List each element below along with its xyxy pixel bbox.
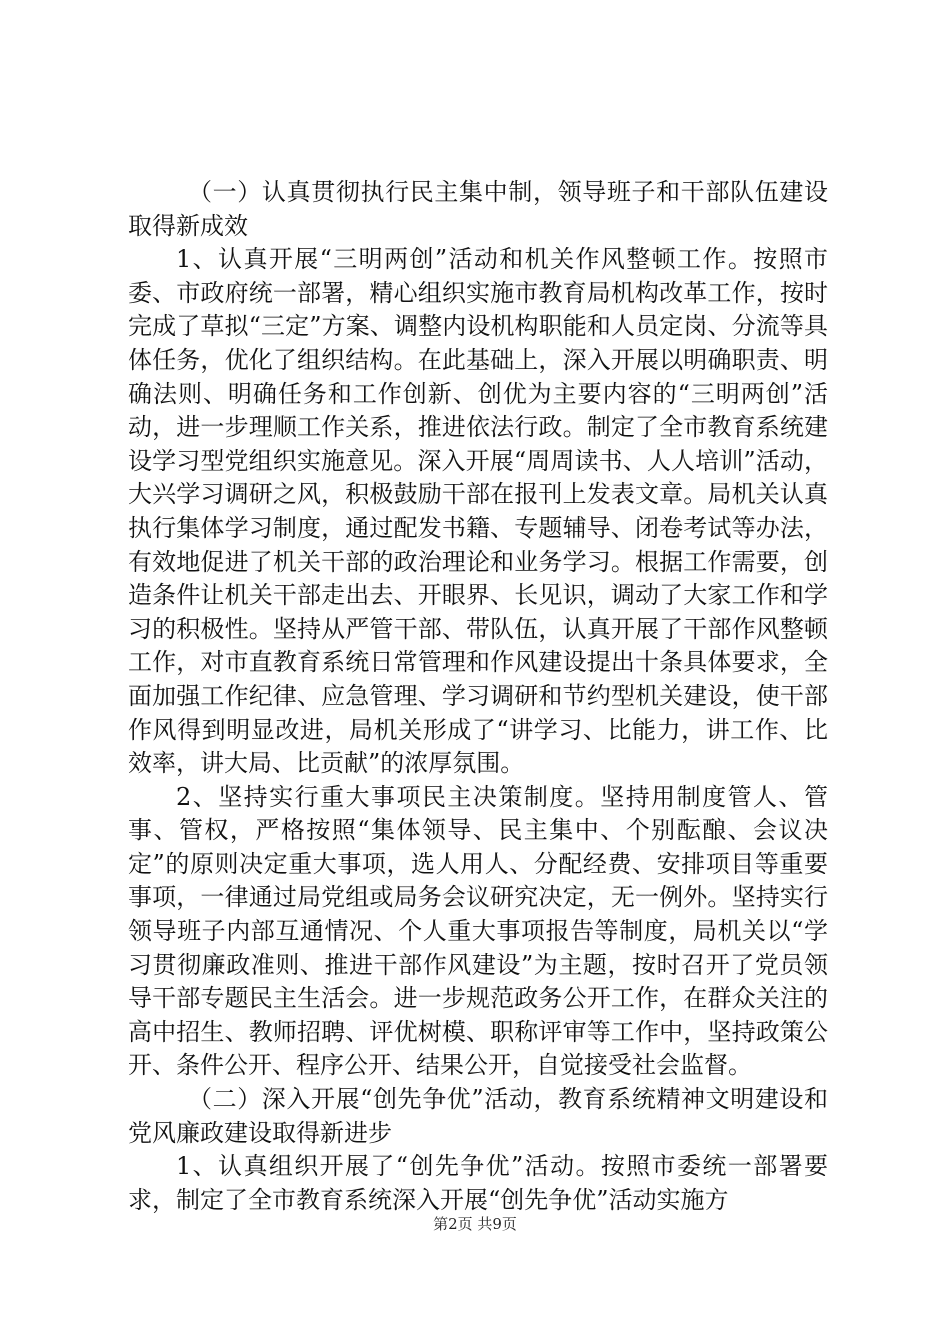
section-heading-2: （二）深入开展“创先争优”活动，教育系统精神文明建设和党风廉政建设取得新进步	[128, 1085, 828, 1147]
paragraph-2: 2、坚持实行重大事项民主决策制度。坚持用制度管人、管事、管权，严格按照“集体领导、民主集中、个别酝酿、会议决定”的原则决定重大事项，选人用人、分配经费、安排项目等重要事项，一律通过局党组或局务会议研究决定，无一例外。坚持实行领导班子内部互通情况、个人重大事项报告等制度，局机关以“学习贯彻廉政准则、推进干部作风建设”为主题，按时召开了党员领导干部专题民主生活会。进一步规范政务公开工作，在群众关注的高中招生、教师招聘、评优树模、职称评审等工作中，坚持政策公开、条件公开、程序公开、结果公开，自觉接受社会监督。	[128, 782, 828, 1080]
document-body	[128, 176, 828, 1217]
paragraph-3: 1、认真组织开展了“创先争优”活动。按照市委统一部署要求，制定了全市教育系统深入开展“创先争优”活动实施方	[128, 1152, 828, 1214]
page-footer: 第2页 共9页	[433, 1215, 517, 1233]
section-heading-1: （一）认真贯彻执行民主集中制，领导班子和干部队伍建设取得新成效	[128, 178, 828, 240]
paragraph-1: 1、认真开展“三明两创”活动和机关作风整顿工作。按照市委、市政府统一部署，精心组织实施市教育局机构改革工作，按时完成了草拟“三定”方案、调整内设机构职能和人员定岗、分流等具体任务，优化了组织结构。在此基础上，深入开展以明确职责、明确法则、明确任务和工作创新、创优为主要内容的“三明两创”活动，进一步理顺工作关系，推进依法行政。制定了全市教育系统建设学习型党组织实施意见。深入开展“周周读书、人人培训”活动，大兴学习调研之风，积极鼓励干部在报刊上发表文章。局机关认真执行集体学习制度，通过配发书籍、专题辅导、闭卷考试等办法，有效地促进了机关干部的政治理论和业务学习。根据工作需要，创造条件让机关干部走出去、开眼界、长见识，调动了大家工作和学习的积极性。坚持从严管干部、带队伍，认真开展了干部作风整顿工作，对市直教育系统日常管理和作风建设提出十条具体要求，全面加强工作纪律、应急管理、学习调研和节约型机关建设，使干部作风得到明显改进，局机关形成了“讲学习、比能力，讲工作、比效率，讲大局、比贡献”的浓厚氛围。	[128, 245, 828, 778]
